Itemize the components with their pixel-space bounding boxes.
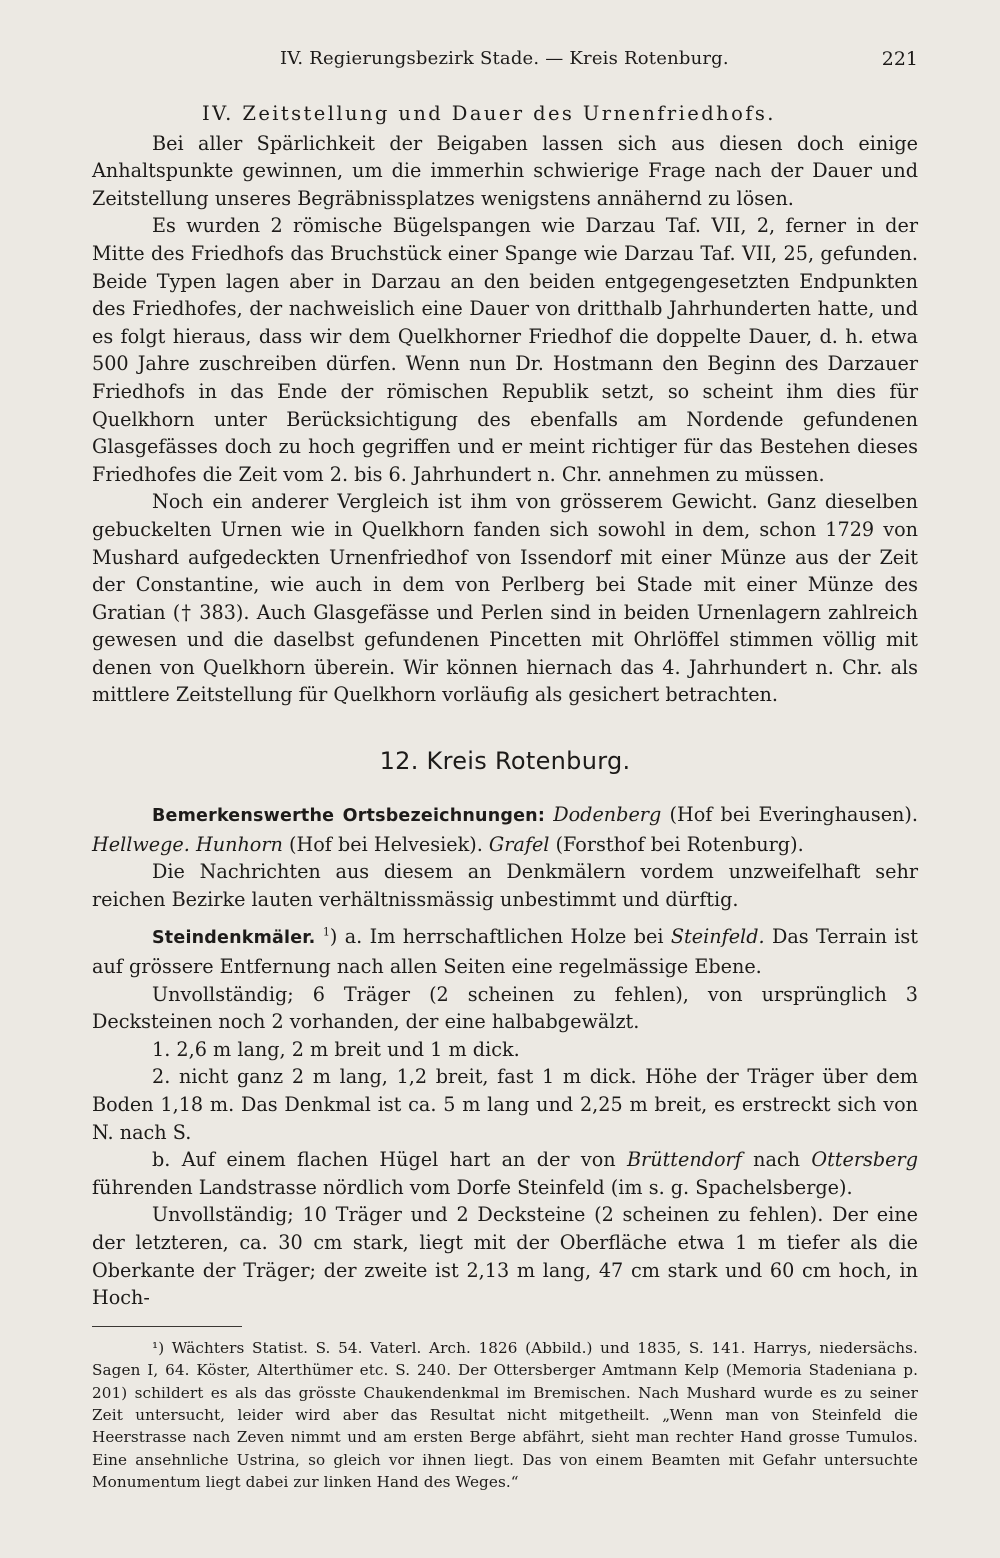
text-span: führenden Landstrasse nördlich vom Dorfe Steinfeld (im s. g. Spachelsberge).	[92, 1175, 853, 1199]
text-span: Das Terrain ist auf grössere Entfernung nach allen Seiten eine regelmässige Ebene.	[92, 925, 918, 979]
paragraph: 2. nicht ganz 2 m lang, 1,2 breit, fast 1 m dick. Höhe der Träger über dem Boden 1,18 m. Das Denkmal ist ca. 5 m lang und 2,25 m breit, es erstreckt sich von N. nach S.	[92, 1065, 918, 1144]
footnotes	[92, 1337, 918, 1494]
place-name: Ottersberg	[811, 1148, 918, 1172]
paragraph: Noch ein anderer Vergleich ist ihm von grösserem Gewicht. Ganz dieselben gebuckelten Urnen wie in Quelkhorn fanden sich sowohl in dem, schon 1729 von Mushard aufgedeckten Urnenfriedhof von Issendorf mit einer Münze aus der Zeit der Constantine, wie auch in dem von Perlberg bei Stade mit einer Münze des Gratian († 383). Auch Glasgefässe und Perlen sind in beiden Urnenlagern zahlreich gewesen und die daselbst gefundenen Pincetten mit Ohrlöffel stimmen völlig mit denen von Quelkhorn überein. Wir können hiernach das 4. Jahrhundert n. Chr. als mittlere Zeitstellung für Quelkhorn vorläufig als gesichert betrachten.	[92, 490, 918, 707]
page-number: 221	[881, 48, 918, 70]
paragraph: Bei aller Spärlichkeit der Beigaben lassen sich aus diesen doch einige Anhaltspunkte gewinnen, um die immerhin schwierige Frage nach der Dauer und Zeitstellung unseres Begräbnissplatzes wenigstens annähernd zu lösen.	[92, 131, 918, 210]
footnote	[92, 1337, 918, 1494]
footnote-mark: ¹)	[152, 1338, 165, 1357]
footnote-text: Wächters Statist. S. 54. Vaterl. Arch. 1826 (Abbild.) und 1835, S. 141. Harrys, niedersächs. Sagen I, 64. Köster, Alterthümer etc. S. 240. Der Ottersberger Amtmann Kelp (Memoria Stadeniana p. 201) schildert es als das grösste Chaukendenkmal im Bremischen. Nach Mushard wurde es zu seiner Zeit untersucht, leider wird aber das Resultat nicht mitgetheilt. „Wenn man von Steinfeld die Heerstrasse nach Zeven nimmt und am ersten Berge abfährt, sieht man rechter Hand grosse Tumulos. Eine ansehnliche Ustrina, so gleich vor ihnen liegt. Das von einem Beamten mit Gefahr untersuchte Monumentum liegt dabei zur linken Hand des Weges.“	[92, 1338, 918, 1492]
paragraph: Unvollständig; 10 Träger und 2 Decksteine (2 scheinen zu fehlen). Der eine der letzteren, ca. 30 cm stark, liegt mit der Oberfläche etwa 1 m tiefer als die Oberkante der Träger; der zweite ist 2,13 m lang, 47 cm stark und 60 cm hoch, in Hoch-	[92, 1203, 918, 1310]
place-name: Brüttendorf	[626, 1148, 742, 1172]
text-span: (Hof bei Everinghausen).	[661, 803, 918, 827]
text-span: (Forsthof bei Rotenburg).	[549, 832, 804, 856]
text-span: ) a. Im herrschaftlichen Holze bei	[329, 925, 671, 949]
text-span: nach	[741, 1148, 812, 1172]
footnote-rule	[92, 1326, 242, 1327]
place-name: Dodenberg	[553, 803, 662, 827]
spacer	[92, 913, 918, 923]
paragraph	[92, 1146, 918, 1201]
steindenkmaeler-paragraph	[92, 923, 918, 980]
text-span: b. Auf einem flachen Hügel hart an der von	[152, 1148, 627, 1172]
paragraph: 1. 2,6 m lang, 2 m breit und 1 m dick.	[152, 1037, 520, 1061]
chapter-heading: 12. Kreis Rotenburg.	[379, 747, 631, 776]
running-head: IV. Regierungsbezirk Stade. — Kreis Rotenburg.	[280, 48, 729, 69]
footnote-reference: 1	[322, 926, 330, 940]
ortsbezeichnungen-label: Bemerkenswerthe Ortsbezeichnungen:	[152, 806, 546, 827]
paragraph: Die Nachrichten aus diesem an Denkmälern vordem unzweifelhaft sehr reichen Bezirke lauten verhältnissmässig unbestimmt und dürftig.	[92, 860, 918, 911]
page-body	[92, 100, 918, 1494]
place-name: Steinfeld.	[670, 925, 765, 949]
paragraph: Es wurden 2 römische Bügelspangen wie Darzau Taf. VII, 2, ferner in der Mitte des Friedhofs das Bruchstück einer Spange wie Darzau Taf. VII, 25, gefunden. Beide Typen lagen aber in Darzau an den beiden entgegengesetzten Endpunkten des Friedhofes, der nachweislich eine Dauer von dritthalb Jahrhunderten hatte, und es folgt hieraus, dass wir dem Quelkhorner Friedhof die doppelte Dauer, d. h. etwa 500 Jahre zuschreiben dürfen. Wenn nun Dr. Hostmann den Beginn des Darzauer Friedhofs in das Ende der römischen Republik setzt, so scheint ihm dies für Quelkhorn unter Berücksichtigung des ebenfalls am Nordende gefundenen Glasgefässes doch zu hoch gegriffen und er meint richtiger für das Bestehen dieses Friedhofes die Zeit vom 2. bis 6. Jahrhundert n. Chr. annehmen zu müssen.	[92, 214, 918, 486]
place-name: Hellwege.	[92, 832, 190, 856]
paragraph: Unvollständig; 6 Träger (2 scheinen zu fehlen), von ursprünglich 3 Decksteinen noch 2 vorhanden, der eine halbabgewälzt.	[92, 982, 918, 1034]
section-heading: IV. Zeitstellung und Dauer des Urnenfriedhofs.	[202, 102, 776, 125]
text-span: (Hof bei Helvesiek).	[282, 832, 489, 856]
place-name: Grafel	[488, 832, 550, 856]
ortsbezeichnungen-paragraph	[92, 801, 918, 858]
place-name: Hunhorn	[196, 832, 283, 856]
steindenkmaeler-label: Steindenkmäler.	[152, 928, 316, 949]
